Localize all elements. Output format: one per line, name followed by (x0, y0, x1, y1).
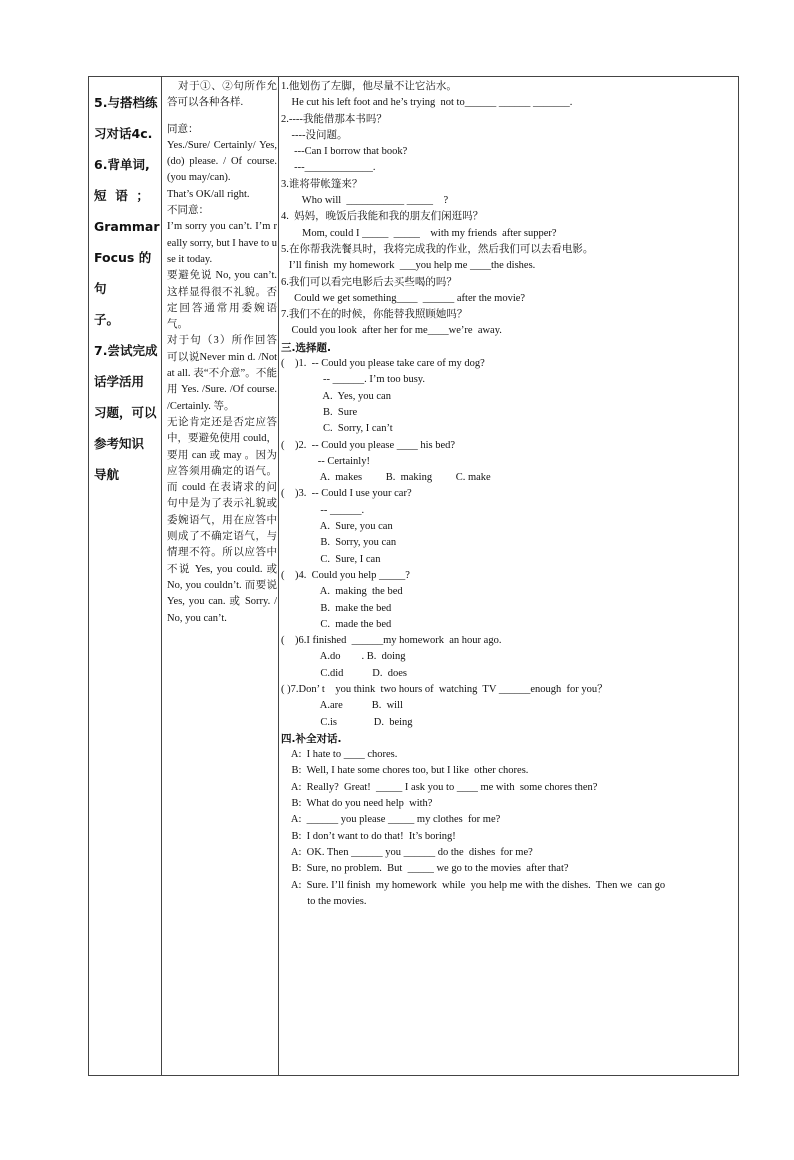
task-line: 7.尝试完成 (94, 343, 158, 358)
task-line: Focus 的句 (94, 250, 152, 296)
exercise-column (281, 79, 736, 910)
exercise-line: A: I hate to ____ chores. (281, 749, 398, 761)
exercise-line: B. Sorry, you can (281, 537, 397, 549)
exercise-line: A. Yes, you can (281, 390, 391, 402)
exercise-line: ( )1. -- Could you please take care of my dog? (281, 358, 485, 370)
exercise-line: ( )7.Don’ t you think two hours of watching TV ______enough for you？ (281, 683, 608, 695)
guide-note: 无论肯定还是否定应答中，要避免使用 could，要用 can 或 may 。因为应答须用确定的语气。而 could 在表请求的问句中是为了表示礼貌或委婉语气，用在应答中则成了不确定语气，与情理不符。所以应答中不说 Yes, you could. 或 No, you couldn’t. 而要说 Yes, you can. 或 Sorry. /No, you can’t. (167, 416, 277, 624)
guide-spacer (167, 112, 277, 122)
exercise-line: Could we get something____ ______ after the movie? (281, 292, 526, 304)
exercise-line: 4. 妈妈，晚饭后我能和我的朋友们闲逛吗？ (281, 211, 484, 223)
exercise-line: C.did D. does (281, 667, 407, 679)
column-divider (161, 77, 162, 1075)
exercise-line: B: Well, I hate some chores too, but I like other chores. (281, 765, 529, 777)
exercise-line: B: What do you need help with? (281, 798, 433, 810)
task-line: Grammar (94, 219, 160, 234)
exercise-line: A. Sure, you can (281, 521, 393, 533)
knowledge-guide-column (167, 79, 277, 627)
guide-agree-answers: Yes./Sure/ Certainly/ Yes, (do) please. / Of course. (you may/can). (167, 139, 277, 184)
exercise-line: 5.在你帮我洗餐具时，我将完成我的作业，然后我们可以去看电影。 (281, 243, 594, 255)
exercise-line: A: Really? Great! _____ I ask you to ____ me with some chores then? (281, 781, 598, 793)
exercise-line: C. Sorry, I can’t (281, 423, 393, 435)
task-line: 短 语 ； (94, 188, 149, 203)
guide-agree-answers: That’s OK/all right. (167, 188, 250, 200)
task-line: 导航 (94, 467, 120, 482)
exercise-line: Could you look after her for me____we’re away. (281, 325, 502, 337)
exercise-line: B. Sure (281, 406, 358, 418)
exercise-line: A: ______ you please _____ my clothes for me? (281, 814, 501, 826)
exercise-line: He cut his left foot and he’s trying not to______ ______ _______. (281, 97, 573, 109)
exercise-line: 三.选择题. (281, 341, 331, 354)
exercise-line: -- ______. I’m too busy. (281, 374, 425, 386)
task-line: 5.与搭档练 (94, 95, 158, 110)
exercise-line: ---_____________. (281, 162, 376, 174)
task-line: 话学活用 (94, 374, 145, 389)
guide-disagree-answers: I’m sorry you can’t. I’m really sorry, but I have to use it today. (167, 221, 277, 265)
guide-intro: 对于①、②句所作允答可以各种各样. (167, 81, 277, 109)
exercise-line: B: I don’t want to do that! It’s boring! (281, 830, 456, 842)
exercise-line: ----没问题。 (281, 129, 348, 141)
exercise-line: A: Sure. I’ll finish my homework while you help me with the dishes. Then we can go (281, 879, 666, 891)
task-line: 子。 (94, 312, 120, 327)
exercise-line: C. made the bed (281, 618, 392, 630)
exercise-line: ( )2. -- Could you please ____ his bed? (281, 439, 456, 451)
exercise-line: C. Sure, I can (281, 553, 381, 565)
exercise-line: I’ll finish my homework ___you help me ____the dishes. (281, 260, 536, 272)
task-line: 6.背单词, (94, 157, 150, 172)
guide-disagree-heading: 不同意： (167, 205, 209, 217)
exercise-line: 1.他划伤了左脚，他尽量不让它沾水。 (281, 81, 457, 92)
exercise-line: A.are B. will (281, 700, 403, 712)
exercise-line: A: OK. Then ______ you ______ do the dishes for me? (281, 846, 533, 858)
guide-note: 对于句（3）所作回答可以说Never min d. /Not at all. 表“不介意”。不能用 Yes. /Sure. /Of course. /Certainly. 等。 (167, 335, 277, 412)
guide-agree-heading: 同意： (167, 123, 199, 135)
exercise-line: to the movies. (281, 895, 367, 907)
exercise-line: 四.补全对话. (281, 732, 342, 745)
task-column (94, 87, 160, 490)
exercise-line: A. makes B. making C. make (281, 472, 491, 484)
exercise-line: A. making the bed (281, 586, 403, 598)
exercise-line: 3.谁将带帐篷来？ (281, 178, 363, 190)
exercise-line: ( )6.I finished ______my homework an hour ago. (281, 635, 502, 647)
guide-note: 要避免说 No, you can’t. 这样显得很不礼貌。否定回答通常用委婉语气。 (167, 270, 277, 331)
exercise-line: ( )4. Could you help _____? (281, 569, 410, 581)
exercise-line: 7.我们不在的时候，你能替我照顾她吗？ (281, 309, 468, 321)
exercise-line: B: Sure, no problem. But _____ we go to the movies after that? (281, 863, 569, 875)
task-line: 参考知识 (94, 436, 145, 451)
exercise-line: Mom, could I _____ _____ with my friends after supper? (281, 227, 557, 239)
exercise-line: 6.我们可以看完电影后去买些喝的吗？ (281, 276, 457, 288)
exercise-line: B. make the bed (281, 602, 392, 614)
exercise-line: A.do . B. doing (281, 651, 406, 663)
exercise-line: -- Certainly! (281, 455, 370, 467)
exercise-line: Who will ___________ _____ ? (281, 195, 449, 207)
exercise-line: 2.----我能借那本书吗？ (281, 113, 387, 125)
task-line: 习对话4c. (94, 126, 153, 141)
task-line: 习题，可以 (94, 405, 157, 420)
exercise-line: ( )3. -- Could I use your car? (281, 488, 412, 500)
exercise-line: C.is D. being (281, 716, 413, 728)
exercise-line: -- ______. (281, 504, 365, 516)
worksheet-table (88, 76, 739, 1076)
exercise-line: ---Can I borrow that book? (281, 146, 408, 158)
column-divider (278, 77, 279, 1075)
